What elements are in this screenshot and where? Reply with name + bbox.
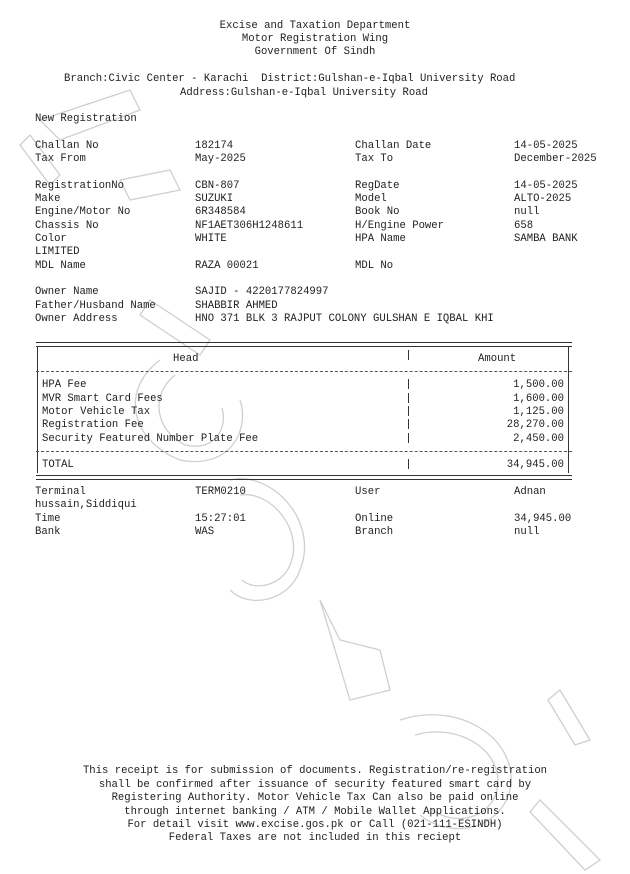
table-divider [408, 379, 409, 389]
book-value: null [514, 206, 540, 218]
color-value: WHITE [195, 233, 227, 245]
user-label: User [355, 486, 381, 498]
table-divider-head [408, 350, 409, 360]
make-value: SUZUKI [195, 193, 234, 205]
owner-address-label: Owner Address [35, 313, 118, 325]
notice-line: shall be confirmed after issuance of security featured smart card by [98, 779, 532, 791]
father-value: SHABBIR AHMED [195, 300, 278, 312]
father-label: Father/Husband Name [35, 300, 156, 312]
power-value: 658 [514, 220, 534, 232]
user-value: Adnan [514, 486, 546, 498]
color-label: Color [35, 233, 67, 245]
branch-value: null [514, 526, 540, 538]
table-row-amount: 2,450.00 [513, 433, 564, 445]
table-divider-total [408, 459, 409, 469]
table-row-amount: 1,125.00 [513, 406, 564, 418]
total-amount: 34,945.00 [506, 459, 564, 471]
wing-title: Motor Registration Wing [241, 33, 389, 45]
user-value-continued: hussain,Siddiqui [35, 499, 137, 511]
hpa-label: HPA Name [355, 233, 406, 245]
online-label: Online [355, 513, 394, 525]
tax-from-label: Tax From [35, 153, 86, 165]
table-divider [408, 419, 409, 429]
mdl-no-label: MDL No [355, 260, 394, 272]
table-row-head: Registration Fee [42, 419, 144, 431]
govt-title: Government Of Sindh [254, 46, 376, 58]
table-row-amount: 1,500.00 [513, 379, 564, 391]
power-label: H/Engine Power [355, 220, 445, 232]
owner-name-value: SAJID - 4220177824997 [195, 286, 329, 298]
time-label: Time [35, 513, 61, 525]
table-total-dash [36, 451, 572, 452]
challan-date-label: Challan Date [355, 140, 432, 152]
table-row-head: MVR Smart Card Fees [42, 393, 163, 405]
table-bottom-rule [36, 475, 572, 480]
table-head-dash [36, 371, 572, 372]
table-row-head: Security Featured Number Plate Fee [42, 433, 259, 445]
challan-no-value: 182174 [195, 140, 234, 152]
engine-label: Engine/Motor No [35, 206, 131, 218]
chassis-label: Chassis No [35, 220, 99, 232]
tax-to-label: Tax To [355, 153, 394, 165]
make-label: Make [35, 193, 61, 205]
table-right-border [568, 347, 569, 473]
model-value: ALTO-2025 [514, 193, 572, 205]
table-divider [408, 393, 409, 403]
table-divider [408, 433, 409, 443]
total-label: TOTAL [42, 459, 74, 471]
mdl-name-value: RAZA 00021 [195, 260, 259, 272]
tax-to-value: December-2025 [514, 153, 597, 165]
table-row-head: HPA Fee [42, 379, 87, 391]
challan-no-label: Challan No [35, 140, 99, 152]
engine-value: 6R348584 [195, 206, 246, 218]
hpa-value: SAMBA BANK [514, 233, 578, 245]
bank-value: WAS [195, 526, 215, 538]
bank-label: Bank [35, 526, 61, 538]
branch-label: Branch [355, 526, 394, 538]
reg-no-label: RegistrationNo [35, 180, 125, 192]
address-line: Address:Gulshan-e-Iqbal University Road [180, 87, 428, 99]
notice-line: This receipt is for submission of documents. Registration/re-registration [82, 765, 548, 777]
chassis-value: NF1AET306H1248611 [195, 220, 304, 232]
table-left-border [37, 347, 38, 473]
terminal-value: TERM0210 [195, 486, 246, 498]
table-divider [408, 406, 409, 416]
table-top-rule [36, 342, 572, 347]
owner-name-label: Owner Name [35, 286, 99, 298]
tax-from-value: May-2025 [195, 153, 246, 165]
challan-date-value: 14-05-2025 [514, 140, 578, 152]
branch-line: Branch:Civic Center - Karachi District:Gulshan-e-Iqbal University Road [64, 73, 516, 85]
model-label: Model [355, 193, 387, 205]
registration-type: New Registration [35, 113, 137, 125]
notice-line: Registering Authority. Motor Vehicle Tax Can also be paid online [111, 792, 519, 804]
notice-line: Federal Taxes are not included in this reciept [168, 832, 462, 844]
notice-line: For detail visit www.excise.gos.pk or Call (021-111-ESINDH) [127, 819, 503, 831]
table-head-label: Head [173, 353, 199, 365]
table-amount-label: Amount [478, 353, 517, 365]
mdl-name-label: MDL Name [35, 260, 86, 272]
owner-address-value: HNO 371 BLK 3 RAJPUT COLONY GULSHAN E IQBAL KHI [195, 313, 494, 325]
table-row-head: Motor Vehicle Tax [42, 406, 151, 418]
reg-date-value: 14-05-2025 [514, 180, 578, 192]
reg-date-label: RegDate [355, 180, 400, 192]
reg-no-value: CBN-807 [195, 180, 240, 192]
online-value: 34,945.00 [514, 513, 572, 525]
table-row-amount: 1,600.00 [513, 393, 564, 405]
book-label: Book No [355, 206, 400, 218]
table-row-amount: 28,270.00 [506, 419, 564, 431]
hpa-value-continued: LIMITED [35, 246, 80, 258]
dept-title: Excise and Taxation Department [219, 20, 411, 32]
notice-line: through internet banking / ATM / Mobile Wallet Applications. [124, 806, 506, 818]
time-value: 15:27:01 [195, 513, 246, 525]
terminal-label: Terminal [35, 486, 86, 498]
